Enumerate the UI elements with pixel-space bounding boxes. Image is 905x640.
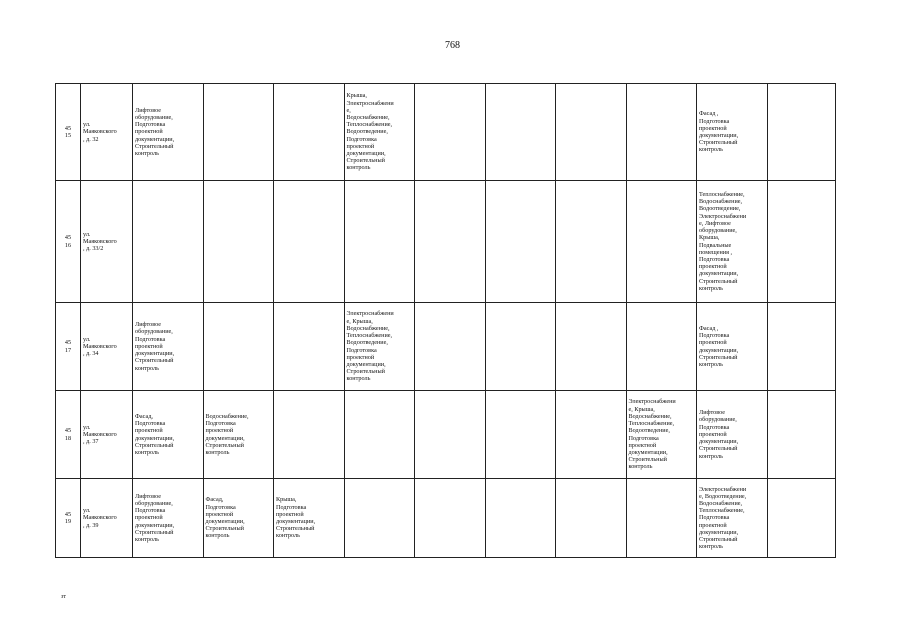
work-cell xyxy=(485,479,556,558)
work-cell xyxy=(274,391,345,479)
work-cell xyxy=(767,84,835,181)
work-cell xyxy=(556,479,627,558)
work-cell: Фасад, Подготовка проектной документации, Строительный контроль xyxy=(133,391,204,479)
work-cell: Лифтовое оборудование, Подготовка проектной документации, Строительный контроль xyxy=(133,479,204,558)
work-cell xyxy=(626,181,697,303)
work-cell: Крыша, Подготовка проектной документации, Строительный контроль xyxy=(274,479,345,558)
row-number-cell: 45 18 xyxy=(56,391,81,479)
address-cell: ул. Маяковского , д. 32 xyxy=(81,84,133,181)
row-number-cell: 45 19 xyxy=(56,479,81,558)
work-cell xyxy=(626,84,697,181)
work-cell xyxy=(203,303,274,391)
work-cell xyxy=(344,181,415,303)
work-cell xyxy=(344,479,415,558)
work-cell: Теплоснабжение, Водоснабжение, Водоотведение, Электроснабжени е, Лифтовое оборудование, Крыша, Подвальные помещения , Подготовка проектной документации, Строительный контроль xyxy=(697,181,768,303)
page-number: 768 xyxy=(445,40,460,51)
work-cell xyxy=(203,84,274,181)
work-cell xyxy=(485,303,556,391)
work-cell xyxy=(415,479,486,558)
work-cell xyxy=(556,181,627,303)
work-cell: Фасад , Подготовка проектной документации, Строительный контроль xyxy=(697,84,768,181)
address-cell: ул. Маяковского , д. 33/2 xyxy=(81,181,133,303)
work-cell xyxy=(767,303,835,391)
work-cell xyxy=(203,181,274,303)
work-cell: Электроснабжени е, Крыша, Водоснабжение, Теплоснабжение, Водоотведение, Подготовка проектной документации, Строительный контроль xyxy=(344,303,415,391)
work-cell xyxy=(274,303,345,391)
work-cell: Электроснабжени е, Водоотведение, Водоснабжение, Теплоснабжение, Подготовка проектной документации, Строительный контроль xyxy=(697,479,768,558)
work-cell: Крыша, Электроснабжени е, Водоснабжение, Теплоснабжение, Водоотведение, Подготовка проектной документации, Строительный контроль xyxy=(344,84,415,181)
table-row xyxy=(56,391,836,479)
work-cell xyxy=(485,84,556,181)
table-row xyxy=(56,181,836,303)
work-cell: Лифтовое оборудование, Подготовка проектной документации, Строительный контроль xyxy=(133,303,204,391)
work-cell xyxy=(274,181,345,303)
address-cell: ул. Маяковского , д. 39 xyxy=(81,479,133,558)
work-cell xyxy=(415,391,486,479)
table-body xyxy=(56,84,836,558)
work-cell xyxy=(415,303,486,391)
row-number-cell: 45 17 xyxy=(56,303,81,391)
address-cell: ул. Маяковского , д. 34 xyxy=(81,303,133,391)
work-cell: Водоснабжение, Подготовка проектной документации, Строительный контроль xyxy=(203,391,274,479)
work-cell xyxy=(274,84,345,181)
work-cell: Лифтовое оборудование, Подготовка проектной документации, Строительный контроль xyxy=(133,84,204,181)
work-cell xyxy=(767,181,835,303)
work-cell: Фасад , Подготовка проектной документации, Строительный контроль xyxy=(697,303,768,391)
work-cell xyxy=(415,84,486,181)
address-cell: ул. Маяковского , д. 37 xyxy=(81,391,133,479)
work-cell xyxy=(767,479,835,558)
work-cell xyxy=(485,391,556,479)
work-cell: Электроснабжени е, Крыша, Водоснабжение, Теплоснабжение, Водоотведение, Подготовка проектной документации, Строительный контроль xyxy=(626,391,697,479)
work-cell xyxy=(415,181,486,303)
table-row xyxy=(56,479,836,558)
work-cell xyxy=(626,479,697,558)
table-row xyxy=(56,303,836,391)
footer-mark: зт xyxy=(61,594,66,600)
work-cell: Фасад, Подготовка проектной документации, Строительный контроль xyxy=(203,479,274,558)
work-cell xyxy=(556,391,627,479)
table-row xyxy=(56,84,836,181)
work-cell xyxy=(133,181,204,303)
work-schedule-table xyxy=(55,83,836,558)
work-cell xyxy=(767,391,835,479)
work-cell xyxy=(485,181,556,303)
row-number-cell: 45 16 xyxy=(56,181,81,303)
work-cell xyxy=(626,303,697,391)
work-cell xyxy=(556,84,627,181)
work-cell xyxy=(556,303,627,391)
row-number-cell: 45 15 xyxy=(56,84,81,181)
work-cell xyxy=(344,391,415,479)
work-cell: Лифтовое оборудование, Подготовка проектной документации, Строительный контроль xyxy=(697,391,768,479)
